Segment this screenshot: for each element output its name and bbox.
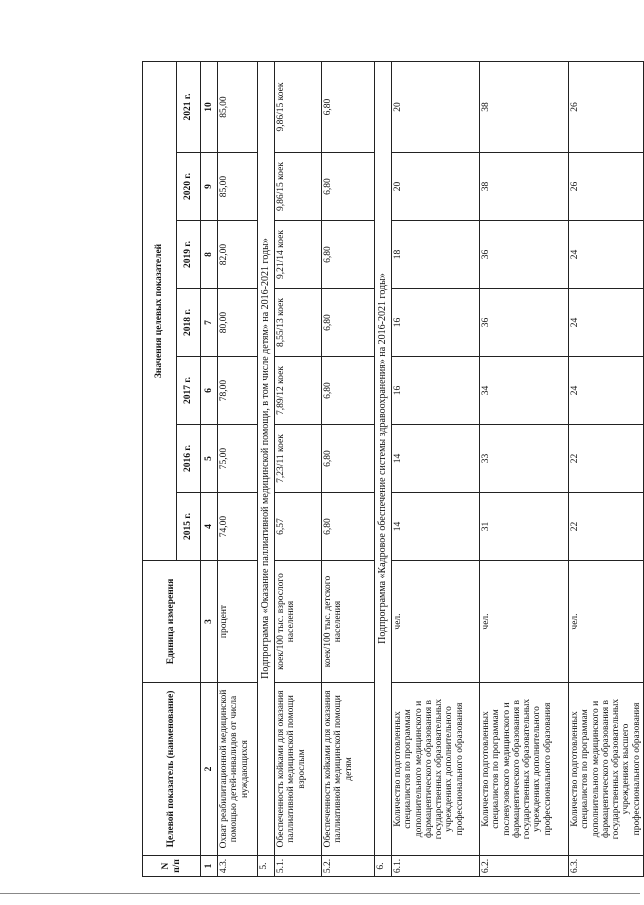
year-2019: 2019 г. — [177, 221, 201, 289]
value-cell: 74,00 — [218, 493, 258, 561]
value-cell: 82,00 — [218, 221, 258, 289]
header-indicator: Целевой показатель (наименование) — [143, 683, 201, 856]
indicator-unit: процент — [218, 561, 258, 683]
indicator-name: Обеспеченность койками для оказания паллиативной медицинской помощи взрослым — [275, 683, 322, 856]
value-cell: 85,00 — [218, 62, 258, 153]
indicator-name: Количество подготовленных специалистов по программам послевузовского медицинского и фармацевтического образования в государственных образовательных учреждениях дополнительного профессионального образования — [480, 683, 569, 856]
value-cell: 20 — [392, 62, 480, 153]
indicator-name: Количество подготовленных специалистов по программам дополнительного медицинского и фармацевтического образования в государственных образовательных учреждениях высшего профессионального образования — [569, 683, 644, 856]
indicator-unit: чел. — [480, 561, 569, 683]
value-cell: 6,80 — [322, 425, 375, 493]
value-cell: 22 — [569, 493, 644, 561]
value-cell: 22 — [569, 425, 644, 493]
value-cell: 6,57 — [275, 493, 322, 561]
indicator-unit: коек/100 тыс. взрослого населения — [275, 561, 322, 683]
value-cell: 85,00 — [218, 153, 258, 221]
table-row — [275, 62, 322, 877]
value-cell: 7,89/12 коек — [275, 357, 322, 425]
row-number: 6.2. — [480, 856, 569, 877]
value-cell: 36 — [480, 289, 569, 357]
colnum-10: 10 — [201, 62, 218, 153]
row-number: 5.2. — [322, 856, 375, 877]
value-cell: 33 — [480, 425, 569, 493]
value-cell: 9,86/15 коек — [275, 153, 322, 221]
year-2017: 2017 г. — [177, 357, 201, 425]
indicator-name: Количество подготовленных специалистов по программам дополнительного медицинского и фармацевтического образования в государственных образовательных учреждениях дополнительного профессионального образования — [392, 683, 480, 856]
header-values: Значения целевых показателей — [143, 62, 177, 561]
value-cell: 38 — [480, 153, 569, 221]
value-cell: 8,55/13 коек — [275, 289, 322, 357]
value-cell: 24 — [569, 289, 644, 357]
colnum-7: 7 — [201, 289, 218, 357]
value-cell: 26 — [569, 153, 644, 221]
table-row — [569, 62, 644, 877]
row-number: 6.3. — [569, 856, 644, 877]
colnum-1: 1 — [201, 856, 218, 877]
value-cell: 6,80 — [322, 153, 375, 221]
value-cell: 38 — [480, 62, 569, 153]
colnum-6: 6 — [201, 357, 218, 425]
year-2021: 2021 г. — [177, 62, 201, 153]
value-cell: 20 — [392, 153, 480, 221]
row-number: 4.3. — [218, 856, 258, 877]
year-2018: 2018 г. — [177, 289, 201, 357]
value-cell: 80,00 — [218, 289, 258, 357]
value-cell: 9,86/15 коек — [275, 62, 322, 153]
value-cell: 16 — [392, 357, 480, 425]
value-cell: 24 — [569, 357, 644, 425]
year-2020: 2020 г. — [177, 153, 201, 221]
page-bottom-line — [0, 893, 640, 894]
value-cell: 34 — [480, 357, 569, 425]
section-number: 5. — [258, 856, 275, 877]
header-n: N п/п — [143, 856, 201, 877]
table-row — [218, 62, 258, 877]
table-row — [392, 62, 480, 877]
value-cell: 6,80 — [322, 357, 375, 425]
row-number: 6.1. — [392, 856, 480, 877]
colnum-2: 2 — [201, 683, 218, 856]
column-numbers-row — [201, 62, 218, 877]
indicator-unit: коек/100 тыс. детского населения — [322, 561, 375, 683]
target-indicators-table — [142, 61, 644, 877]
value-cell: 16 — [392, 289, 480, 357]
value-cell: 24 — [569, 221, 644, 289]
value-cell: 36 — [480, 221, 569, 289]
header-unit: Единица измерения — [143, 561, 201, 683]
indicator-unit: чел. — [392, 561, 480, 683]
value-cell: 18 — [392, 221, 480, 289]
section-title: Подпрограмма «Оказание паллиативной медицинской помощи, в том числе детям» на 2016-2021 годы» — [258, 62, 275, 856]
section-row — [375, 62, 392, 877]
value-cell: 6,80 — [322, 493, 375, 561]
value-cell: 14 — [392, 493, 480, 561]
year-2016: 2016 г. — [177, 425, 201, 493]
colnum-3: 3 — [201, 561, 218, 683]
row-number: 5.1. — [275, 856, 322, 877]
value-cell: 75,00 — [218, 425, 258, 493]
section-title: Подпрограмма «Кадровое обеспечение системы здравоохранения» на 2016-2021 годы» — [375, 62, 392, 856]
section-number: 6. — [375, 856, 392, 877]
indicator-name: Охват реабилитационной медицинской помощью детей-инвалидов от числа нуждающихся — [218, 683, 258, 856]
indicator-unit: чел. — [569, 561, 644, 683]
colnum-5: 5 — [201, 425, 218, 493]
rotated-table-frame — [142, 62, 642, 877]
value-cell: 26 — [569, 62, 644, 153]
header-row-top — [143, 62, 177, 877]
colnum-4: 4 — [201, 493, 218, 561]
value-cell: 31 — [480, 493, 569, 561]
table-row — [480, 62, 569, 877]
value-cell: 78,00 — [218, 357, 258, 425]
value-cell: 9,21/14 коек — [275, 221, 322, 289]
colnum-8: 8 — [201, 221, 218, 289]
section-row — [258, 62, 275, 877]
value-cell: 14 — [392, 425, 480, 493]
indicator-name: Обеспеченность койками для оказания паллиативной медицинской помощи детям — [322, 683, 375, 856]
value-cell: 6,80 — [322, 221, 375, 289]
value-cell: 6,80 — [322, 289, 375, 357]
value-cell: 7,23/11 коек — [275, 425, 322, 493]
table-row — [322, 62, 375, 877]
value-cell: 6,80 — [322, 62, 375, 153]
year-2015: 2015 г. — [177, 493, 201, 561]
colnum-9: 9 — [201, 153, 218, 221]
